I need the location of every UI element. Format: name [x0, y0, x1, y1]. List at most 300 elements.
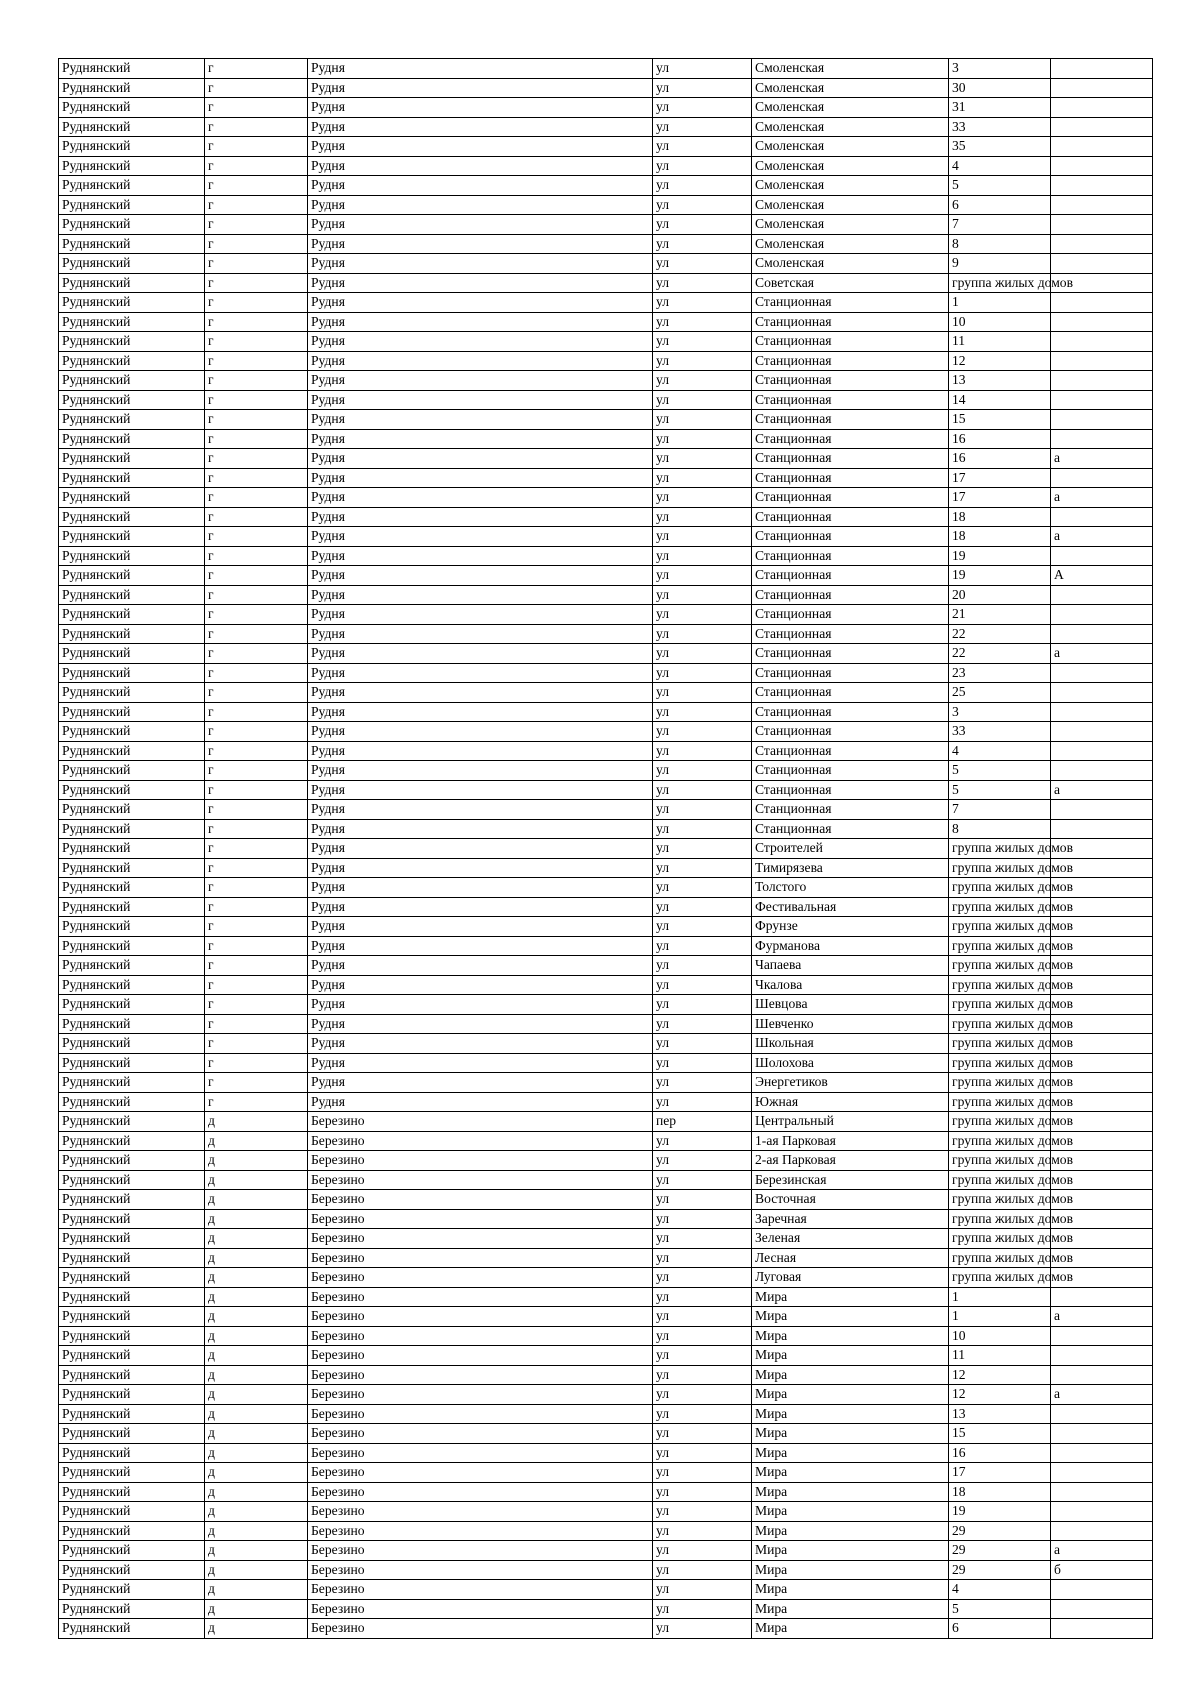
street-cell: Чапаева: [752, 956, 949, 976]
house-cell: 22: [949, 624, 1051, 644]
settlement-type-cell: г: [205, 59, 308, 79]
settlement-cell: Березино: [308, 1346, 653, 1366]
settlement-type-cell: г: [205, 156, 308, 176]
house-cell: группа жилых домов: [949, 936, 1051, 956]
settlement-cell: Рудня: [308, 741, 653, 761]
settlement-type-cell: д: [205, 1482, 308, 1502]
settlement-type-cell: г: [205, 390, 308, 410]
street-type-cell: ул: [653, 293, 752, 313]
street-type-cell: ул: [653, 858, 752, 878]
settlement-cell: Рудня: [308, 390, 653, 410]
table-row: [59, 566, 1153, 586]
street-type-cell: ул: [653, 1521, 752, 1541]
street-cell: Станционная: [752, 351, 949, 371]
settlement-cell: Рудня: [308, 566, 653, 586]
district-cell: Руднянский: [59, 1580, 205, 1600]
district-cell: Руднянский: [59, 273, 205, 293]
settlement-type-cell: г: [205, 917, 308, 937]
table-row: [59, 819, 1153, 839]
house-cell: группа жилых домов: [949, 858, 1051, 878]
table-row: [59, 390, 1153, 410]
settlement-cell: Рудня: [308, 332, 653, 352]
street-type-cell: ул: [653, 390, 752, 410]
house-cell: 19: [949, 1502, 1051, 1522]
street-type-cell: ул: [653, 98, 752, 118]
letter-cell: [1051, 722, 1153, 742]
district-cell: Руднянский: [59, 1346, 205, 1366]
street-type-cell: ул: [653, 1599, 752, 1619]
house-cell: группа жилых домов: [949, 897, 1051, 917]
settlement-type-cell: г: [205, 995, 308, 1015]
district-cell: Руднянский: [59, 117, 205, 137]
settlement-type-cell: г: [205, 975, 308, 995]
street-cell: Энергетиков: [752, 1073, 949, 1093]
letter-cell: [1051, 468, 1153, 488]
settlement-cell: Березино: [308, 1151, 653, 1171]
settlement-cell: Рудня: [308, 722, 653, 742]
street-cell: Мира: [752, 1307, 949, 1327]
settlement-type-cell: г: [205, 722, 308, 742]
table-row: [59, 1229, 1153, 1249]
house-cell: 4: [949, 1580, 1051, 1600]
settlement-cell: Рудня: [308, 683, 653, 703]
house-cell: 7: [949, 215, 1051, 235]
table-row: [59, 1287, 1153, 1307]
settlement-type-cell: г: [205, 78, 308, 98]
street-cell: Смоленская: [752, 254, 949, 274]
house-cell: группа жилых домов: [949, 1170, 1051, 1190]
street-type-cell: ул: [653, 137, 752, 157]
settlement-type-cell: г: [205, 683, 308, 703]
settlement-type-cell: г: [205, 254, 308, 274]
street-type-cell: ул: [653, 429, 752, 449]
street-type-cell: ул: [653, 1482, 752, 1502]
street-cell: Смоленская: [752, 195, 949, 215]
house-cell: 3: [949, 59, 1051, 79]
district-cell: Руднянский: [59, 644, 205, 664]
house-cell: 20: [949, 585, 1051, 605]
settlement-type-cell: г: [205, 371, 308, 391]
letter-cell: [1051, 507, 1153, 527]
district-cell: Руднянский: [59, 780, 205, 800]
letter-cell: [1051, 1502, 1153, 1522]
settlement-cell: Рудня: [308, 429, 653, 449]
street-type-cell: ул: [653, 1131, 752, 1151]
district-cell: Руднянский: [59, 546, 205, 566]
street-cell: Шолохова: [752, 1053, 949, 1073]
settlement-cell: Рудня: [308, 527, 653, 547]
table-row: [59, 1112, 1153, 1132]
settlement-cell: Рудня: [308, 839, 653, 859]
street-type-cell: ул: [653, 956, 752, 976]
table-row: [59, 156, 1153, 176]
settlement-cell: Рудня: [308, 878, 653, 898]
street-cell: Станционная: [752, 819, 949, 839]
street-type-cell: ул: [653, 1170, 752, 1190]
house-cell: группа жилых домов: [949, 1131, 1051, 1151]
settlement-cell: Березино: [308, 1463, 653, 1483]
street-cell: Мира: [752, 1346, 949, 1366]
street-cell: Мира: [752, 1541, 949, 1561]
table-row: [59, 1346, 1153, 1366]
letter-cell: [1051, 605, 1153, 625]
table-row: [59, 624, 1153, 644]
street-type-cell: ул: [653, 1326, 752, 1346]
settlement-type-cell: г: [205, 429, 308, 449]
letter-cell: [1051, 98, 1153, 118]
street-type-cell: ул: [653, 176, 752, 196]
table-row: [59, 59, 1153, 79]
street-type-cell: ул: [653, 468, 752, 488]
street-type-cell: ул: [653, 761, 752, 781]
settlement-cell: Рудня: [308, 702, 653, 722]
table-row: [59, 1502, 1153, 1522]
street-type-cell: ул: [653, 1346, 752, 1366]
settlement-type-cell: г: [205, 624, 308, 644]
letter-cell: [1051, 546, 1153, 566]
table-row: [59, 1619, 1153, 1639]
street-type-cell: ул: [653, 1541, 752, 1561]
street-cell: Станционная: [752, 566, 949, 586]
district-cell: Руднянский: [59, 449, 205, 469]
settlement-type-cell: г: [205, 819, 308, 839]
settlement-type-cell: д: [205, 1287, 308, 1307]
street-type-cell: ул: [653, 507, 752, 527]
table-row: [59, 1034, 1153, 1054]
street-cell: Фрунзе: [752, 917, 949, 937]
table-row: [59, 585, 1153, 605]
settlement-type-cell: г: [205, 780, 308, 800]
house-cell: группа жилых домов: [949, 995, 1051, 1015]
table-row: [59, 605, 1153, 625]
district-cell: Руднянский: [59, 1229, 205, 1249]
street-cell: Смоленская: [752, 176, 949, 196]
house-cell: 16: [949, 449, 1051, 469]
district-cell: Руднянский: [59, 936, 205, 956]
district-cell: Руднянский: [59, 1248, 205, 1268]
settlement-type-cell: д: [205, 1190, 308, 1210]
house-cell: 13: [949, 371, 1051, 391]
street-cell: Мира: [752, 1287, 949, 1307]
settlement-cell: Рудня: [308, 273, 653, 293]
house-cell: 6: [949, 1619, 1051, 1639]
settlement-cell: Рудня: [308, 585, 653, 605]
table-row: [59, 1326, 1153, 1346]
letter-cell: [1051, 1365, 1153, 1385]
settlement-cell: Рудня: [308, 917, 653, 937]
house-cell: 1: [949, 293, 1051, 313]
street-type-cell: ул: [653, 897, 752, 917]
street-cell: Станционная: [752, 507, 949, 527]
house-cell: группа жилых домов: [949, 1073, 1051, 1093]
street-cell: Станционная: [752, 702, 949, 722]
settlement-type-cell: г: [205, 585, 308, 605]
letter-cell: [1051, 429, 1153, 449]
house-cell: 18: [949, 527, 1051, 547]
district-cell: Руднянский: [59, 566, 205, 586]
table-body: [59, 59, 1153, 1639]
settlement-type-cell: г: [205, 605, 308, 625]
street-cell: Станционная: [752, 800, 949, 820]
house-cell: 29: [949, 1541, 1051, 1561]
district-cell: Руднянский: [59, 761, 205, 781]
district-cell: Руднянский: [59, 1112, 205, 1132]
table-row: [59, 1190, 1153, 1210]
street-cell: Мира: [752, 1521, 949, 1541]
street-cell: Строителей: [752, 839, 949, 859]
settlement-type-cell: г: [205, 273, 308, 293]
letter-cell: [1051, 351, 1153, 371]
house-cell: 5: [949, 1599, 1051, 1619]
house-cell: 12: [949, 1385, 1051, 1405]
district-cell: Руднянский: [59, 429, 205, 449]
street-cell: Станционная: [752, 449, 949, 469]
house-cell: 18: [949, 507, 1051, 527]
letter-cell: [1051, 683, 1153, 703]
district-cell: Руднянский: [59, 741, 205, 761]
street-type-cell: ул: [653, 410, 752, 430]
street-cell: Мира: [752, 1443, 949, 1463]
district-cell: Руднянский: [59, 897, 205, 917]
street-type-cell: ул: [653, 741, 752, 761]
settlement-type-cell: г: [205, 410, 308, 430]
settlement-cell: Рудня: [308, 234, 653, 254]
table-row: [59, 1521, 1153, 1541]
settlement-cell: Рудня: [308, 624, 653, 644]
street-cell: Мира: [752, 1482, 949, 1502]
table-row: [59, 1053, 1153, 1073]
street-cell: Станционная: [752, 527, 949, 547]
house-cell: 12: [949, 351, 1051, 371]
table-row: [59, 546, 1153, 566]
street-type-cell: ул: [653, 351, 752, 371]
district-cell: Руднянский: [59, 1541, 205, 1561]
settlement-cell: Рудня: [308, 663, 653, 683]
settlement-cell: Рудня: [308, 98, 653, 118]
table-row: [59, 1170, 1153, 1190]
settlement-type-cell: д: [205, 1541, 308, 1561]
district-cell: Руднянский: [59, 176, 205, 196]
settlement-cell: Рудня: [308, 1053, 653, 1073]
letter-cell: [1051, 819, 1153, 839]
house-cell: 6: [949, 195, 1051, 215]
table-row: [59, 293, 1153, 313]
house-cell: 4: [949, 156, 1051, 176]
settlement-type-cell: г: [205, 663, 308, 683]
district-cell: Руднянский: [59, 624, 205, 644]
street-cell: Мира: [752, 1404, 949, 1424]
settlement-type-cell: г: [205, 761, 308, 781]
settlement-type-cell: д: [205, 1404, 308, 1424]
house-cell: 21: [949, 605, 1051, 625]
district-cell: Руднянский: [59, 234, 205, 254]
letter-cell: [1051, 624, 1153, 644]
settlement-type-cell: г: [205, 878, 308, 898]
street-type-cell: ул: [653, 254, 752, 274]
letter-cell: [1051, 254, 1153, 274]
table-row: [59, 1151, 1153, 1171]
settlement-type-cell: г: [205, 897, 308, 917]
letter-cell: [1051, 1443, 1153, 1463]
letter-cell: [1051, 234, 1153, 254]
district-cell: Руднянский: [59, 1131, 205, 1151]
house-cell: группа жилых домов: [949, 917, 1051, 937]
street-cell: 1-ая Парковая: [752, 1131, 949, 1151]
settlement-cell: Рудня: [308, 995, 653, 1015]
street-cell: Мира: [752, 1580, 949, 1600]
street-cell: Смоленская: [752, 59, 949, 79]
house-cell: 33: [949, 117, 1051, 137]
district-cell: Руднянский: [59, 995, 205, 1015]
table-row: [59, 176, 1153, 196]
street-cell: 2-ая Парковая: [752, 1151, 949, 1171]
street-type-cell: ул: [653, 1073, 752, 1093]
street-type-cell: ул: [653, 1443, 752, 1463]
table-row: [59, 839, 1153, 859]
district-cell: Руднянский: [59, 1463, 205, 1483]
street-cell: Станционная: [752, 644, 949, 664]
letter-cell: [1051, 1346, 1153, 1366]
settlement-type-cell: г: [205, 644, 308, 664]
table-row: [59, 917, 1153, 937]
settlement-cell: Рудня: [308, 975, 653, 995]
street-cell: Лесная: [752, 1248, 949, 1268]
street-cell: Станционная: [752, 488, 949, 508]
letter-cell: [1051, 1619, 1153, 1639]
settlement-cell: Рудня: [308, 468, 653, 488]
letter-cell: [1051, 1599, 1153, 1619]
table-row: [59, 663, 1153, 683]
street-cell: Станционная: [752, 683, 949, 703]
house-cell: 33: [949, 722, 1051, 742]
street-cell: Центральный: [752, 1112, 949, 1132]
street-type-cell: ул: [653, 1014, 752, 1034]
table-row: [59, 468, 1153, 488]
street-type-cell: ул: [653, 722, 752, 742]
letter-cell: а: [1051, 1541, 1153, 1561]
house-cell: 5: [949, 780, 1051, 800]
house-cell: 19: [949, 566, 1051, 586]
table-row: [59, 1073, 1153, 1093]
settlement-cell: Рудня: [308, 1073, 653, 1093]
table-row: [59, 800, 1153, 820]
table-row: [59, 1307, 1153, 1327]
settlement-cell: Рудня: [308, 819, 653, 839]
settlement-cell: Рудня: [308, 195, 653, 215]
table-row: [59, 351, 1153, 371]
settlement-cell: Березино: [308, 1521, 653, 1541]
letter-cell: а: [1051, 1385, 1153, 1405]
district-cell: Руднянский: [59, 1170, 205, 1190]
table-row: [59, 137, 1153, 157]
street-type-cell: ул: [653, 1034, 752, 1054]
letter-cell: а: [1051, 527, 1153, 547]
street-type-cell: ул: [653, 78, 752, 98]
street-type-cell: ул: [653, 527, 752, 547]
street-type-cell: ул: [653, 1307, 752, 1327]
street-type-cell: ул: [653, 1209, 752, 1229]
district-cell: Руднянский: [59, 1385, 205, 1405]
settlement-type-cell: д: [205, 1365, 308, 1385]
letter-cell: [1051, 332, 1153, 352]
house-cell: группа жилых домов: [949, 1092, 1051, 1112]
table-row: [59, 1365, 1153, 1385]
settlement-type-cell: г: [205, 839, 308, 859]
settlement-cell: Березино: [308, 1619, 653, 1639]
street-cell: Луговая: [752, 1268, 949, 1288]
settlement-type-cell: д: [205, 1346, 308, 1366]
street-cell: Мира: [752, 1326, 949, 1346]
letter-cell: [1051, 1580, 1153, 1600]
house-cell: 4: [949, 741, 1051, 761]
table-row: [59, 371, 1153, 391]
table-row: [59, 702, 1153, 722]
settlement-type-cell: г: [205, 117, 308, 137]
street-type-cell: ул: [653, 1560, 752, 1580]
settlement-type-cell: д: [205, 1463, 308, 1483]
letter-cell: [1051, 1463, 1153, 1483]
street-cell: Смоленская: [752, 98, 949, 118]
street-type-cell: ул: [653, 371, 752, 391]
address-table: [58, 58, 1153, 1639]
settlement-type-cell: д: [205, 1307, 308, 1327]
settlement-cell: Березино: [308, 1170, 653, 1190]
district-cell: Руднянский: [59, 507, 205, 527]
table-row: [59, 1599, 1153, 1619]
letter-cell: [1051, 1424, 1153, 1444]
settlement-cell: Рудня: [308, 780, 653, 800]
settlement-type-cell: д: [205, 1443, 308, 1463]
street-cell: Смоленская: [752, 78, 949, 98]
table-row: [59, 780, 1153, 800]
house-cell: 5: [949, 176, 1051, 196]
settlement-type-cell: г: [205, 800, 308, 820]
district-cell: Руднянский: [59, 332, 205, 352]
street-type-cell: ул: [653, 585, 752, 605]
district-cell: Руднянский: [59, 156, 205, 176]
street-type-cell: ул: [653, 312, 752, 332]
settlement-type-cell: г: [205, 956, 308, 976]
house-cell: 9: [949, 254, 1051, 274]
street-cell: Станционная: [752, 585, 949, 605]
settlement-type-cell: г: [205, 449, 308, 469]
district-cell: Руднянский: [59, 917, 205, 937]
house-cell: 22: [949, 644, 1051, 664]
street-type-cell: ул: [653, 663, 752, 683]
district-cell: Руднянский: [59, 1404, 205, 1424]
street-cell: Станционная: [752, 371, 949, 391]
house-cell: 31: [949, 98, 1051, 118]
district-cell: Руднянский: [59, 1092, 205, 1112]
settlement-cell: Рудня: [308, 59, 653, 79]
district-cell: Руднянский: [59, 975, 205, 995]
street-type-cell: ул: [653, 1580, 752, 1600]
settlement-cell: Рудня: [308, 293, 653, 313]
street-type-cell: ул: [653, 819, 752, 839]
settlement-type-cell: д: [205, 1424, 308, 1444]
table-row: [59, 1209, 1153, 1229]
letter-cell: [1051, 702, 1153, 722]
settlement-type-cell: г: [205, 936, 308, 956]
letter-cell: [1051, 761, 1153, 781]
settlement-type-cell: д: [205, 1209, 308, 1229]
settlement-cell: Березино: [308, 1424, 653, 1444]
settlement-cell: Березино: [308, 1268, 653, 1288]
district-cell: Руднянский: [59, 312, 205, 332]
district-cell: Руднянский: [59, 371, 205, 391]
street-cell: Станционная: [752, 741, 949, 761]
street-cell: Станционная: [752, 546, 949, 566]
